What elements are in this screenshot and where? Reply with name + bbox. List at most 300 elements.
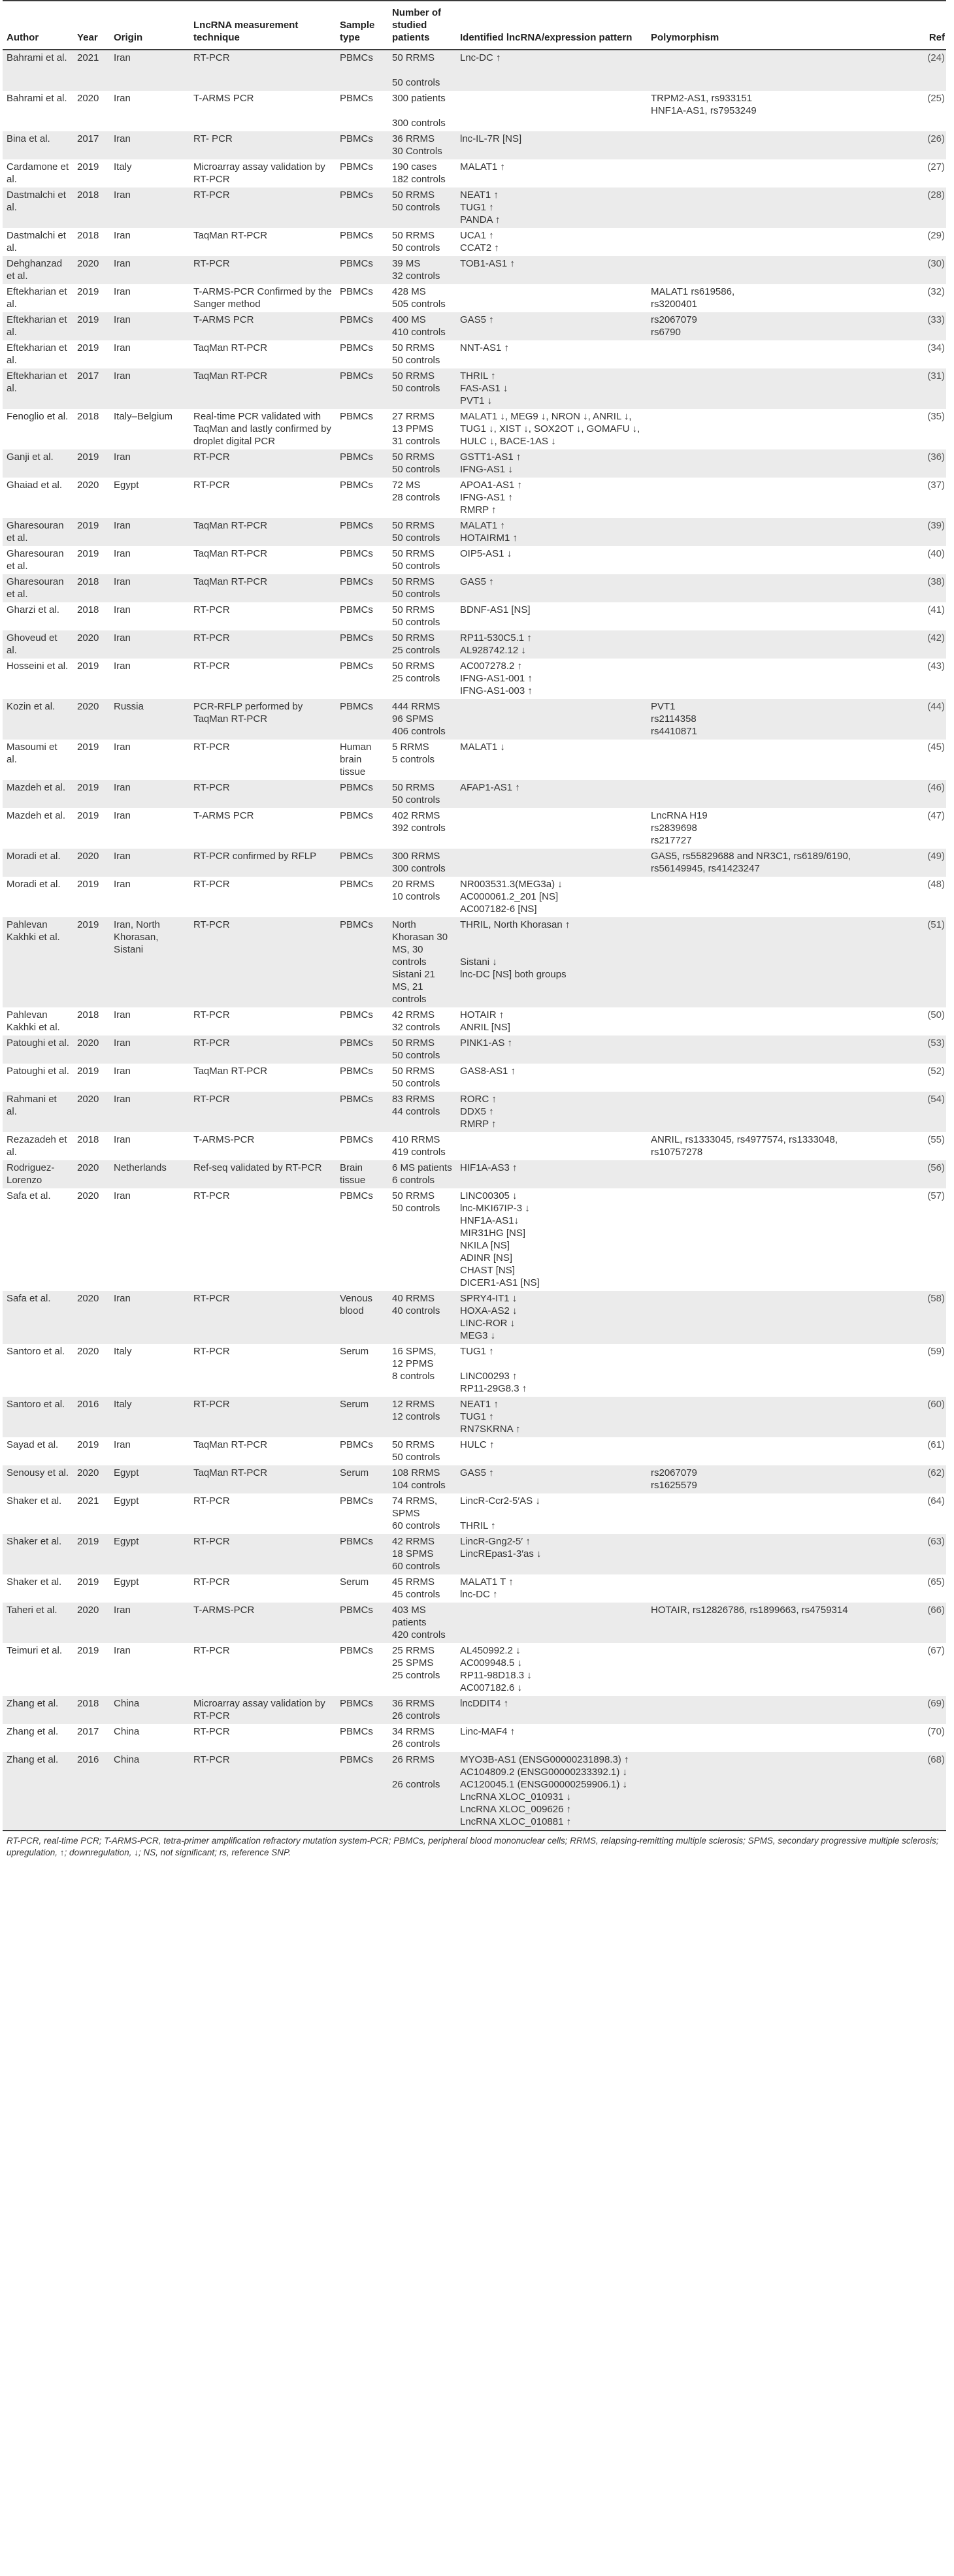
cell-year [73,1007,110,1035]
table-row [3,518,946,546]
reference-link[interactable]: (60) [927,1399,945,1410]
reference-link[interactable]: (33) [927,314,945,325]
cell-ref [863,284,946,312]
cell-sample-type [336,630,388,659]
cell-year-text: 2020 [77,480,99,491]
cell-technique-text: RT- PCR [193,133,233,144]
cell-author [3,409,73,449]
cell-sample-type-text: PBMCs [340,660,373,672]
reference-link[interactable]: (56) [927,1162,945,1173]
cell-origin [110,256,189,284]
table-row [3,1752,946,1831]
cell-origin [110,1291,189,1344]
cell-author [3,478,73,518]
cell-sample-type-text: Human brain tissue [340,742,372,777]
cell-year-text: 2019 [77,1066,99,1077]
cell-technique-text: RT-PCR [193,258,230,269]
cell-patients-text: 50 RRMS 50 controls [392,1439,440,1463]
cell-technique-text: RT-PCR [193,1037,230,1049]
cell-technique [189,849,336,877]
table-row [3,1574,946,1603]
cell-sample-type [336,917,388,1007]
cell-polymorphism [647,131,863,159]
reference-link[interactable]: (24) [927,52,945,63]
cell-year-text: 2018 [77,411,99,422]
cell-patients-text: 20 RRMS 10 controls [392,879,440,902]
table-row [3,1160,946,1188]
cell-lncrna [456,284,647,312]
table-row [3,91,946,131]
cell-origin [110,518,189,546]
cell-patients-text: 83 RRMS 44 controls [392,1094,440,1117]
cell-patients [388,699,456,740]
reference-link[interactable]: (26) [927,133,945,144]
cell-author [3,659,73,699]
reference-link[interactable]: (68) [927,1754,945,1765]
cell-technique-text: T-ARMS-PCR Confirmed by the Sanger method [193,286,332,310]
cell-origin [110,312,189,340]
cell-ref [863,91,946,131]
cell-year [73,1574,110,1603]
cell-year-text: 2019 [77,548,99,559]
cell-author [3,1132,73,1160]
table-row [3,780,946,808]
cell-technique-text: RT-PCR [193,1645,230,1656]
reference-link[interactable]: (35) [927,411,945,422]
cell-year [73,449,110,478]
cell-ref [863,849,946,877]
header-technique: LncRNA measurement technique [189,1,336,50]
table-row [3,409,946,449]
cell-author-text: Gharesouran et al. [7,548,64,572]
reference-link[interactable]: (32) [927,286,945,297]
table-header [3,1,946,50]
cell-technique [189,699,336,740]
reference-link[interactable]: (62) [927,1467,945,1478]
cell-patients [388,808,456,849]
cell-author-text: Mazdeh et al. [7,810,66,821]
cell-polymorphism [647,546,863,574]
cell-patients-text: 50 RRMS 50 controls [392,548,440,572]
cell-origin [110,131,189,159]
cell-ref [863,312,946,340]
cell-author [3,1397,73,1437]
cell-sample-type [336,159,388,187]
cell-author-text: Bahrami et al. [7,93,67,104]
reference-link[interactable]: (37) [927,480,945,491]
cell-year-text: 2017 [77,1726,99,1737]
cell-technique-text: RT-PCR [193,1495,230,1507]
cell-sample-type [336,131,388,159]
cell-origin-text: Iran [114,1645,131,1656]
cell-sample-type-text: PBMCs [340,851,373,862]
cell-ref [863,478,946,518]
cell-sample-type-text: PBMCs [340,520,373,531]
cell-sample-type [336,409,388,449]
cell-sample-type [336,1188,388,1291]
cell-technique-text: RT-PCR [193,879,230,890]
cell-technique [189,50,336,91]
cell-polymorphism [647,1534,863,1574]
cell-author-text: Rezazadeh et al. [7,1134,67,1158]
reference-link[interactable]: (42) [927,632,945,644]
reference-link[interactable]: (47) [927,810,945,821]
table-row [3,368,946,409]
cell-origin [110,602,189,630]
cell-sample-type-text: PBMCs [340,286,373,297]
cell-author [3,574,73,602]
cell-polymorphism [647,159,863,187]
cell-patients [388,1493,456,1534]
table-row [3,284,946,312]
cell-origin [110,659,189,699]
cell-origin-text: Iran [114,632,131,644]
cell-technique [189,1534,336,1574]
cell-origin-text: China [114,1726,140,1737]
cell-patients-text: North Khorasan 30 MS, 30 controls Sistani 21 MS, 21 controls [392,919,448,1005]
cell-patients-text: 403 MS patients 420 controls [392,1605,446,1640]
cell-author [3,187,73,228]
cell-lncrna-text: GAS5 ↑ [460,1467,494,1478]
cell-patients [388,1574,456,1603]
reference-link[interactable]: (44) [927,701,945,712]
reference-link[interactable]: (59) [927,1346,945,1357]
cell-sample-type [336,340,388,368]
reference-link[interactable]: (63) [927,1536,945,1547]
cell-technique [189,602,336,630]
cell-author-text: Cardamone et al. [7,161,69,185]
cell-origin [110,849,189,877]
cell-sample-type-text: PBMCs [340,258,373,269]
cell-ref [863,1724,946,1752]
reference-link[interactable]: (31) [927,370,945,382]
cell-author [3,1603,73,1643]
table-row [3,1092,946,1132]
cell-ref [863,256,946,284]
table-row [3,602,946,630]
cell-origin [110,228,189,256]
cell-ref [863,50,946,91]
cell-patients [388,228,456,256]
header-ref: Ref [863,1,946,50]
cell-polymorphism [647,50,863,91]
cell-origin [110,1035,189,1064]
reference-link[interactable]: (41) [927,604,945,615]
cell-author [3,1007,73,1035]
cell-sample-type [336,1092,388,1132]
cell-year [73,1493,110,1534]
reference-link[interactable]: (65) [927,1576,945,1588]
cell-polymorphism [647,602,863,630]
cell-technique [189,1437,336,1465]
reference-link[interactable]: (66) [927,1605,945,1616]
cell-lncrna [456,877,647,917]
cell-lncrna [456,449,647,478]
cell-year-text: 2020 [77,1293,99,1304]
cell-technique [189,1493,336,1534]
cell-sample-type [336,1064,388,1092]
reference-link[interactable]: (54) [927,1094,945,1105]
cell-technique-text: RT-PCR [193,1726,230,1737]
reference-link[interactable]: (40) [927,548,945,559]
reference-link[interactable]: (69) [927,1698,945,1709]
cell-lncrna [456,780,647,808]
cell-technique-text: TaqMan RT-PCR [193,1467,268,1478]
cell-author [3,780,73,808]
cell-lncrna-text: lnc-IL-7R [NS] [460,133,522,144]
reference-link[interactable]: (53) [927,1037,945,1049]
cell-ref [863,877,946,917]
cell-lncrna [456,546,647,574]
reference-link[interactable]: (61) [927,1439,945,1450]
reference-link[interactable]: (45) [927,742,945,753]
cell-year-text: 2020 [77,1467,99,1478]
cell-author-text: Masoumi et al. [7,742,58,765]
cell-author-text: Hosseini et al. [7,660,69,672]
cell-technique-text: RT-PCR [193,1190,230,1201]
reference-link[interactable]: (38) [927,576,945,587]
reference-link[interactable]: (58) [927,1293,945,1304]
reference-link[interactable]: (46) [927,782,945,793]
cell-ref [863,159,946,187]
cell-technique [189,409,336,449]
table-row [3,1437,946,1465]
reference-link[interactable]: (51) [927,919,945,930]
cell-lncrna-text: LINC00305 ↓ lnc-MKI67IP-3 ↓ HNF1A-AS1↓ MIR31HG [NS] NKILA [NS] ADINR [NS] CHAST [NS] DICER1-AS1 [NS] [460,1190,540,1288]
cell-patients-text: 50 RRMS 50 controls [392,1066,440,1089]
cell-year [73,1188,110,1291]
cell-sample-type-text: PBMCs [340,161,373,172]
cell-technique-text: Ref-seq validated by RT-PCR [193,1162,322,1173]
cell-lncrna [456,50,647,91]
cell-technique-text: RT-PCR [193,1094,230,1105]
cell-sample-type [336,228,388,256]
cell-author-text: Shaker et al. [7,1495,62,1507]
reference-link[interactable]: (55) [927,1134,945,1145]
cell-polymorphism [647,630,863,659]
cell-polymorphism-text: HOTAIR, rs12826786, rs1899663, rs4759314 [651,1605,848,1616]
cell-year-text: 2018 [77,576,99,587]
cell-ref [863,574,946,602]
cell-lncrna-text: TOB1-AS1 ↑ [460,258,515,269]
cell-technique-text: RT-PCR [193,1293,230,1304]
cell-patients [388,1437,456,1465]
cell-author [3,1574,73,1603]
cell-author-text: Dastmalchi et al. [7,230,66,253]
cell-year-text: 2019 [77,342,99,353]
cell-patients [388,91,456,131]
cell-year-text: 2019 [77,1536,99,1547]
cell-patients [388,1534,456,1574]
cell-author-text: Safa et al. [7,1190,51,1201]
cell-lncrna [456,131,647,159]
cell-patients-text: 12 RRMS 12 controls [392,1399,440,1422]
cell-author-text: Santoro et al. [7,1399,65,1410]
cell-lncrna-text: HULC ↑ [460,1439,495,1450]
cell-technique [189,1696,336,1724]
cell-lncrna-text: GSTT1-AS1 ↑ IFNG-AS1 ↓ [460,451,521,475]
table-row [3,131,946,159]
cell-lncrna-text: GAS8-AS1 ↑ [460,1066,516,1077]
cell-ref [863,1574,946,1603]
cell-patients [388,1643,456,1696]
reference-link[interactable]: (64) [927,1495,945,1507]
cell-origin-text: Egypt [114,1576,139,1588]
cell-author-text: Eftekharian et al. [7,370,67,394]
reference-link[interactable]: (34) [927,342,945,353]
cell-technique-text: TaqMan RT-PCR [193,230,268,241]
cell-ref [863,1291,946,1344]
cell-technique [189,449,336,478]
reference-link[interactable]: (25) [927,93,945,104]
reference-link[interactable]: (67) [927,1645,945,1656]
cell-sample-type [336,312,388,340]
cell-lncrna-text: AFAP1-AS1 ↑ [460,782,520,793]
cell-origin [110,159,189,187]
cell-sample-type [336,256,388,284]
cell-patients [388,478,456,518]
cell-year-text: 2019 [77,1645,99,1656]
cell-sample-type-text: PBMCs [340,1037,373,1049]
cell-year-text: 2016 [77,1754,99,1765]
cell-technique [189,1035,336,1064]
cell-lncrna [456,1035,647,1064]
cell-patients-text: 50 RRMS 50 controls [392,782,440,806]
cell-origin-text: Iran [114,189,131,201]
cell-author [3,740,73,780]
cell-year [73,630,110,659]
cell-sample-type [336,368,388,409]
cell-polymorphism [647,877,863,917]
cell-sample-type [336,659,388,699]
cell-sample-type [336,1643,388,1696]
cell-patients-text: 40 RRMS 40 controls [392,1293,440,1316]
cell-patients [388,1132,456,1160]
cell-sample-type-text: PBMCs [340,576,373,587]
reference-link[interactable]: (48) [927,879,945,890]
reference-link[interactable]: (36) [927,451,945,463]
cell-lncrna-text: HOTAIR ↑ ANRIL [NS] [460,1009,510,1033]
cell-technique-text: RT-PCR [193,919,230,930]
cell-technique-text: T-ARMS PCR [193,810,254,821]
cell-lncrna [456,1696,647,1724]
cell-ref [863,602,946,630]
cell-author-text: Sayad et al. [7,1439,59,1450]
cell-technique-text: Microarray assay validation by RT-PCR [193,161,325,185]
cell-technique-text: TaqMan RT-PCR [193,342,268,353]
cell-origin-text: Russia [114,701,144,712]
cell-lncrna [456,1064,647,1092]
cell-author [3,159,73,187]
cell-patients [388,284,456,312]
cell-origin-text: Iran [114,1190,131,1201]
cell-patients-text: 50 RRMS 50 controls [392,451,440,475]
cell-year [73,340,110,368]
cell-origin-text: Iran [114,1293,131,1304]
cell-sample-type-text: PBMCs [340,370,373,382]
reference-link[interactable]: (52) [927,1066,945,1077]
cell-patients [388,312,456,340]
cell-patients-text: 50 RRMS 50 controls [392,520,440,544]
reference-link[interactable]: (70) [927,1726,945,1737]
cell-origin [110,546,189,574]
cell-year [73,780,110,808]
reference-link[interactable]: (28) [927,189,945,201]
cell-sample-type-text: PBMCs [340,632,373,644]
cell-lncrna-text: NEAT1 ↑ TUG1 ↑ PANDA ↑ [460,189,501,225]
cell-origin [110,187,189,228]
cell-year-text: 2020 [77,701,99,712]
cell-year-text: 2020 [77,93,99,104]
cell-origin-text: Italy–Belgium [114,411,173,422]
cell-year [73,574,110,602]
reference-link[interactable]: (30) [927,258,945,269]
cell-author-text: Senousy et al. [7,1467,69,1478]
table-row [3,630,946,659]
cell-lncrna [456,808,647,849]
reference-link[interactable]: (39) [927,520,945,531]
cell-lncrna-text: RP11-530C5.1 ↑ AL928742.12 ↓ [460,632,532,656]
table-row [3,1344,946,1397]
cell-technique [189,518,336,546]
cell-year-text: 2017 [77,133,99,144]
cell-origin [110,1132,189,1160]
cell-year-text: 2018 [77,1698,99,1709]
cell-patients-text: 36 RRMS 30 Controls [392,133,442,157]
cell-patients-text: 6 MS patients 6 controls [392,1162,452,1186]
cell-ref [863,1493,946,1534]
cell-technique-text: TaqMan RT-PCR [193,370,268,382]
cell-origin [110,50,189,91]
cell-origin [110,1752,189,1831]
cell-patients-text: 34 RRMS 26 controls [392,1726,440,1750]
reference-link[interactable]: (29) [927,230,945,241]
cell-origin-text: Iran [114,1037,131,1049]
cell-polymorphism [647,1696,863,1724]
cell-lncrna [456,340,647,368]
table-row [3,159,946,187]
reference-link[interactable]: (43) [927,660,945,672]
cell-patients [388,1160,456,1188]
cell-year [73,1092,110,1132]
cell-patients [388,1344,456,1397]
cell-sample-type-text: Brain tissue [340,1162,366,1186]
cell-sample-type-text: Serum [340,1467,369,1478]
cell-patients-text: 400 MS 410 controls [392,314,446,338]
cell-ref [863,1437,946,1465]
cell-author-text: Kozin et al. [7,701,56,712]
cell-polymorphism [647,1437,863,1465]
cell-lncrna-text: MALAT1 ↑ HOTAIRM1 ↑ [460,520,518,544]
cell-polymorphism [647,1752,863,1831]
cell-author [3,1643,73,1696]
reference-link[interactable]: (49) [927,851,945,862]
cell-year-text: 2019 [77,314,99,325]
reference-link[interactable]: (50) [927,1009,945,1020]
cell-lncrna-text: MALAT1 ↓, MEG9 ↓, NRON ↓, ANRIL ↓, TUG1 ↓, XIST ↓, SOX2OT ↓, GOMAFU ↓, HULC ↓, BACE-1AS ↓ [460,411,640,447]
cell-year [73,849,110,877]
cell-technique-text: RT-PCR [193,782,230,793]
header-year: Year [73,1,110,50]
cell-author [3,877,73,917]
cell-patients [388,1465,456,1493]
cell-year [73,1534,110,1574]
reference-link[interactable]: (57) [927,1190,945,1201]
header-patients: Number of studied patients [388,1,456,50]
reference-link[interactable]: (27) [927,161,945,172]
cell-lncrna [456,659,647,699]
cell-lncrna-text: SPRY4-IT1 ↓ HOXA-AS2 ↓ LINC-ROR ↓ MEG3 ↓ [460,1293,518,1341]
